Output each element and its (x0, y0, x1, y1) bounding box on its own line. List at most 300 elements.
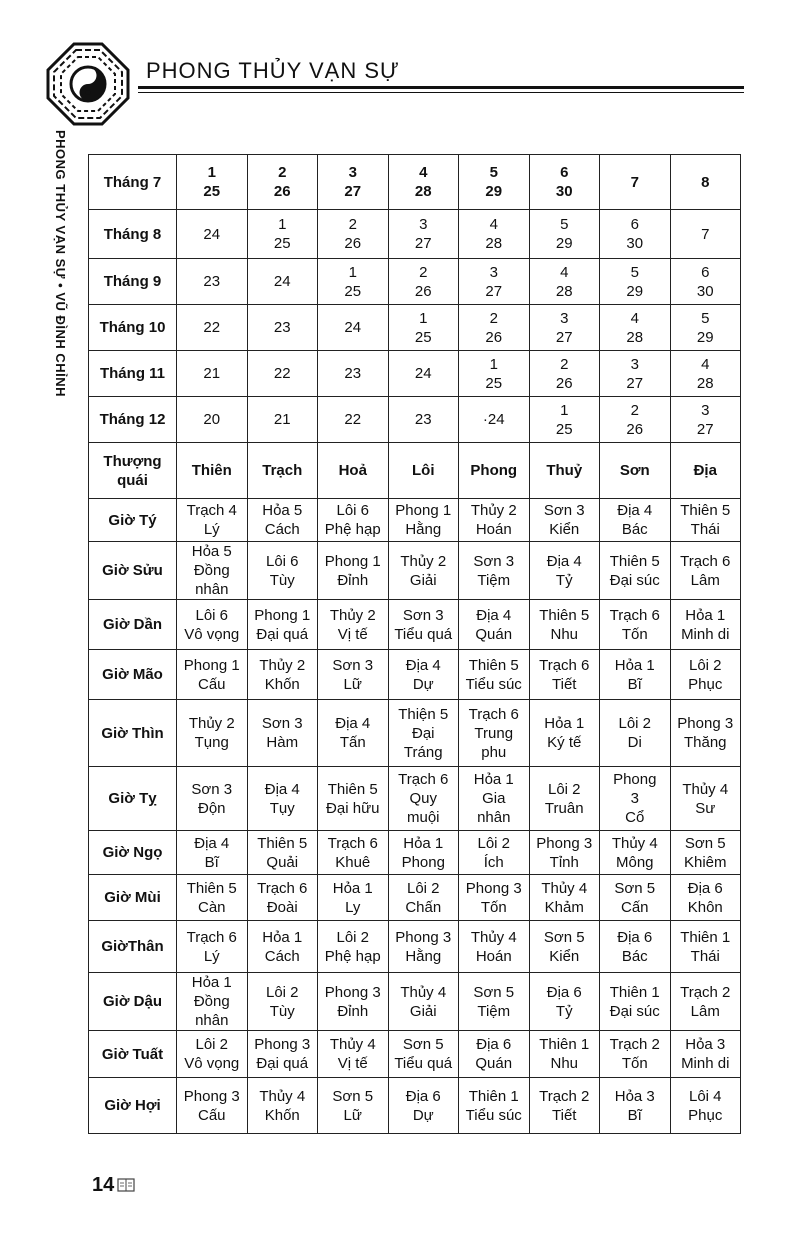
hexagram-cell (529, 875, 600, 921)
cell-line: Khiêm (683, 853, 727, 871)
hexagram-cell (388, 700, 459, 767)
trigram-header-cell: Hoả (318, 443, 389, 499)
hexagram-cell (600, 542, 671, 600)
day-cell (388, 351, 459, 397)
hexagram-cell (459, 767, 530, 831)
page-header-title: PHONG THỦY VẠN SỰ (146, 58, 400, 83)
cell-line: Khuê (335, 853, 371, 871)
cell-line: Lâm (690, 1002, 720, 1020)
cell-line: Thủy 4 (541, 879, 588, 897)
cell-line: nhân (477, 809, 511, 826)
table-row-hour (89, 542, 741, 600)
hexagram-cell (459, 700, 530, 767)
day-cell (529, 305, 600, 351)
cell-line: Truân (544, 799, 584, 817)
hexagram-cell (177, 921, 248, 973)
cell-line: Tỷ (555, 1002, 573, 1020)
day-cell (600, 210, 671, 259)
hexagram-cell (318, 921, 389, 973)
cell-line: Thiên 5 (680, 502, 731, 519)
hexagram-cell (529, 1078, 600, 1134)
cell-line: Tiểu quá (394, 625, 453, 643)
hexagram-cell (459, 875, 530, 921)
cell-line: Địa 4 (546, 552, 582, 570)
cell-line: 25 (414, 328, 432, 346)
hexagram-cell (177, 1078, 248, 1134)
trigram-header-cell: Lôi (388, 443, 459, 499)
day-cell (247, 259, 318, 305)
cell-line: Thiên 1 (609, 983, 660, 1001)
cell-line: 3 (701, 401, 710, 419)
cell-line: Hỏa 5 (262, 502, 303, 519)
cell-line: 1 (348, 263, 357, 281)
hexagram-cell (318, 767, 389, 831)
hexagram-cell (529, 1031, 600, 1078)
cell-line: Lâm (690, 571, 720, 589)
month-label: Tháng 11 (89, 351, 177, 397)
hexagram-cell (318, 973, 389, 1031)
cell-line: Hỏa 1 (473, 771, 514, 788)
table-row-hour (89, 650, 741, 700)
cell-line: Tụng (194, 734, 229, 751)
hexagram-cell (247, 499, 318, 542)
day-cell (459, 305, 530, 351)
cell-line: Quán (475, 625, 513, 643)
hexagram-cell (600, 650, 671, 700)
hexagram-cell (318, 700, 389, 767)
cell-line: Hỏa 1 (332, 879, 373, 897)
cell-line: Chấn (405, 898, 442, 916)
day-cell (529, 259, 600, 305)
day-cell (247, 305, 318, 351)
cell-line: 21 (203, 365, 221, 382)
table-row-thuong-quai (89, 443, 741, 499)
day-cell (247, 351, 318, 397)
hour-label: GiờThân (89, 921, 177, 973)
day-cell (600, 397, 671, 443)
cell-line: 29 (555, 235, 573, 252)
cell-line: Tùy (269, 571, 295, 589)
cell-line: Trạch 2 (539, 1087, 590, 1105)
hexagram-cell (529, 700, 600, 767)
cell-line: Tiệm (477, 571, 511, 589)
hexagram-cell (247, 875, 318, 921)
trigram-header-cell: Sơn (600, 443, 671, 499)
header-rule-thin (138, 92, 744, 93)
cell-line: Bác (621, 947, 648, 965)
hexagram-cell (177, 700, 248, 767)
day-cell (670, 210, 741, 259)
cell-line: Gia (482, 790, 506, 807)
hour-label: Giờ Hợi (89, 1078, 177, 1134)
hexagram-cell (600, 700, 671, 767)
cell-line: 23 (203, 273, 221, 290)
hexagram-cell (459, 650, 530, 700)
hexagram-cell (670, 767, 741, 831)
cell-line: 2 (560, 355, 569, 373)
cell-line: 7 (630, 173, 639, 191)
hexagram-cell (529, 499, 600, 542)
cell-line: Lữ (343, 1106, 362, 1124)
cell-line: Mông (615, 853, 654, 871)
cell-line: 2 (348, 216, 357, 233)
cell-line: Phong 1 (183, 656, 240, 674)
cell-line: muội (406, 809, 440, 826)
cell-line: 4 (489, 216, 498, 233)
cell-line: Sơn 3 (473, 552, 515, 570)
cell-line: Vị tế (337, 1055, 368, 1072)
cell-line: Hoán (475, 521, 512, 538)
cell-line: 4 (560, 263, 569, 281)
hexagram-cell (670, 875, 741, 921)
cell-line: 26 (344, 235, 362, 252)
hexagram-cell (529, 921, 600, 973)
cell-line: 3 (489, 263, 498, 281)
cell-line: 4 (630, 309, 639, 327)
hexagram-cell (670, 831, 741, 875)
cell-line: 27 (555, 328, 573, 346)
hexagram-table (88, 154, 741, 1134)
table-row-hour (89, 700, 741, 767)
hexagram-cell (177, 600, 248, 650)
cell-line: Khốn (264, 675, 300, 693)
cell-line: Đại súc (609, 1002, 660, 1020)
cell-line: 25 (273, 235, 291, 252)
day-cell (177, 351, 248, 397)
cell-line: Tốn (621, 1055, 648, 1072)
hexagram-cell (318, 831, 389, 875)
hexagram-cell (388, 973, 459, 1031)
cell-line: 29 (696, 328, 714, 346)
cell-line: 25 (344, 282, 362, 300)
trigram-header-cell: Thuỷ (529, 443, 600, 499)
cell-line: Dự (412, 675, 434, 693)
hexagram-cell (529, 542, 600, 600)
hexagram-cell (600, 499, 671, 542)
cell-line: Thiên 1 (468, 1087, 519, 1105)
cell-line: Thủy 2 (400, 552, 447, 570)
cell-line: Đại quá (256, 625, 309, 643)
cell-line: Lôi 6 (265, 552, 299, 570)
cell-line: Hoán (475, 947, 512, 965)
month-label: Tháng 9 (89, 259, 177, 305)
table-row-hour (89, 831, 741, 875)
hexagram-cell (600, 1031, 671, 1078)
hexagram-cell (247, 831, 318, 875)
hexagram-cell (600, 973, 671, 1031)
cell-line: Sơn 3 (191, 780, 233, 798)
cell-line: Lôi 2 (406, 879, 440, 897)
hexagram-cell (600, 921, 671, 973)
day-cell (529, 155, 600, 210)
cell-line: 27 (414, 235, 432, 252)
day-cell (177, 155, 248, 210)
cell-line: Địa 6 (687, 879, 723, 897)
cell-line: Lôi 6 (195, 606, 229, 624)
cell-line: Tiểu quá (394, 1055, 453, 1072)
cell-line: Cấu (197, 1106, 226, 1124)
cell-line: Địa 6 (476, 1036, 512, 1053)
cell-line: 1 (489, 355, 498, 373)
cell-line: Khảm (544, 898, 584, 916)
hexagram-cell (459, 921, 530, 973)
cell-line: Lôi 6 (336, 502, 370, 519)
day-cell (388, 210, 459, 259)
cell-line: Ích (483, 853, 504, 871)
table-row-month (89, 397, 741, 443)
cell-line: Thủy 2 (188, 715, 235, 732)
hexagram-cell (388, 650, 459, 700)
hexagram-cell (670, 542, 741, 600)
day-cell (600, 259, 671, 305)
cell-line: 30 (696, 282, 714, 300)
day-cell (459, 155, 530, 210)
hexagram-cell (388, 499, 459, 542)
table-row-month (89, 210, 741, 259)
cell-line: Đồng (193, 993, 230, 1010)
cell-line: Hỏa 1 (685, 606, 726, 624)
cell-line: Cấn (620, 898, 649, 916)
cell-line: Phong 3 (183, 1087, 240, 1105)
hexagram-cell (247, 600, 318, 650)
hexagram-cell (459, 831, 530, 875)
cell-line: Trạch 6 (257, 879, 308, 897)
cell-line: Giải (409, 1002, 437, 1020)
cell-line: Hỏa 1 (262, 928, 303, 946)
cell-line: ·24 (482, 411, 505, 428)
hexagram-cell (459, 600, 530, 650)
cell-line: Thiên 5 (609, 552, 660, 570)
cell-line: Trạch 6 (186, 928, 237, 946)
cell-line: Càn (197, 898, 226, 916)
hexagram-cell (318, 1031, 389, 1078)
hexagram-cell (247, 1078, 318, 1134)
month-label: Tháng 10 (89, 305, 177, 351)
cell-line: 22 (203, 319, 221, 336)
cell-line: 8 (701, 173, 710, 191)
hour-label: Giờ Tuất (89, 1031, 177, 1078)
hexagram-cell (459, 542, 530, 600)
day-cell (529, 351, 600, 397)
hexagram-cell (177, 831, 248, 875)
cell-line: 29 (626, 282, 644, 300)
cell-line: Khôn (687, 898, 723, 916)
cell-line: Thăng (683, 734, 727, 751)
cell-line: Trạch 6 (680, 552, 731, 570)
day-cell (670, 305, 741, 351)
cell-line: Sơn 5 (473, 983, 515, 1001)
book-icon (116, 1176, 136, 1194)
cell-line: Sơn 5 (543, 928, 585, 946)
cell-line: 24 (203, 225, 221, 243)
cell-line: Địa 6 (617, 928, 653, 946)
hexagram-cell (670, 650, 741, 700)
cell-line: 21 (273, 411, 291, 428)
hexagram-cell (388, 767, 459, 831)
hour-label: Giờ Dậu (89, 973, 177, 1031)
cell-line: Tiểu súc (465, 675, 522, 693)
bagua-logo-icon (44, 40, 132, 128)
cell-line: Kiển (549, 521, 580, 538)
hexagram-cell (177, 1031, 248, 1078)
cell-line: 2 (489, 309, 498, 327)
cell-line: 26 (626, 420, 644, 438)
day-cell (177, 305, 248, 351)
cell-line: 27 (696, 420, 714, 438)
cell-line: Đoài (266, 898, 298, 916)
cell-line: Sơn 3 (543, 502, 585, 519)
cell-line: Địa 4 (476, 606, 512, 624)
cell-line: Bác (621, 521, 648, 538)
hexagram-cell (670, 600, 741, 650)
cell-line: 22 (273, 365, 291, 382)
cell-line: 1 (419, 309, 428, 327)
day-cell (600, 155, 671, 210)
cell-line: 23 (414, 411, 432, 428)
cell-line: Địa 4 (405, 656, 441, 674)
cell-line: Bĩ (627, 1106, 642, 1124)
hexagram-cell (388, 1031, 459, 1078)
cell-line: Phong 1 (395, 502, 452, 519)
day-cell (388, 155, 459, 210)
cell-line: Tráng (403, 743, 443, 761)
cell-line: Hằng (405, 521, 442, 538)
cell-line: Thủy 4 (470, 928, 517, 946)
cell-line: Lôi 2 (265, 983, 299, 1001)
cell-line: Phong 3 (254, 1036, 311, 1053)
table-row-month (89, 351, 741, 397)
cell-line: Phong 3 (536, 834, 593, 852)
cell-line: Lý (203, 947, 220, 965)
day-cell (459, 397, 530, 443)
cell-line: Đỉnh (337, 1002, 369, 1020)
hexagram-cell (247, 921, 318, 973)
hexagram-cell (177, 499, 248, 542)
cell-line: Đại (411, 724, 435, 742)
cell-line: 4 (419, 164, 428, 181)
cell-line: Địa 4 (617, 502, 653, 519)
cell-line: Sơn 5 (614, 879, 656, 897)
hexagram-cell (670, 700, 741, 767)
cell-line: Hàm (266, 734, 299, 751)
header-rule (138, 86, 744, 89)
day-cell (177, 259, 248, 305)
cell-line: Trạch 6 (327, 834, 378, 852)
cell-line: 26 (414, 282, 432, 300)
cell-line: Thủy 2 (329, 606, 376, 624)
cell-line: Thiên 5 (539, 606, 590, 624)
cell-line: Cách (264, 521, 300, 538)
cell-line: 23 (344, 365, 362, 382)
table-row-hour (89, 499, 741, 542)
day-cell (670, 397, 741, 443)
cell-line: Thiên 5 (186, 879, 237, 897)
cell-line: Nhu (550, 625, 579, 643)
hexagram-cell (459, 973, 530, 1031)
cell-line: Hỏa 1 (544, 715, 585, 732)
cell-line: 3 (630, 355, 639, 373)
cell-line: nhân (195, 581, 229, 598)
cell-line: Lữ (343, 675, 362, 693)
table-row-month (89, 305, 741, 351)
cell-line: Sơn 5 (402, 1036, 444, 1053)
hour-label: Giờ Mão (89, 650, 177, 700)
cell-line: Địa 4 (264, 780, 300, 798)
cell-line: Phong (613, 771, 657, 788)
cell-line: Độn (197, 799, 226, 817)
table-row-hour (89, 1031, 741, 1078)
cell-line: Trạch 6 (609, 606, 660, 624)
cell-line: Sơn 3 (402, 606, 444, 624)
hexagram-cell (177, 767, 248, 831)
cell-line: 28 (414, 183, 432, 200)
hour-label: Giờ Mùi (89, 875, 177, 921)
cell-line: Bĩ (627, 675, 642, 693)
cell-line: 5 (489, 164, 498, 181)
cell-line: Thiên 1 (680, 928, 731, 946)
day-cell (318, 155, 389, 210)
table-row-hour (89, 921, 741, 973)
cell-line: Vô vọng (184, 1055, 240, 1072)
day-cell (177, 397, 248, 443)
table-body (89, 155, 741, 1134)
cell-line: 3 (348, 164, 357, 181)
cell-line: Sơn 5 (684, 834, 726, 852)
hexagram-cell (388, 1078, 459, 1134)
hexagram-cell (318, 600, 389, 650)
cell-line: 2 (278, 164, 287, 181)
cell-line: Thiên 1 (539, 1036, 590, 1053)
cell-line: Hỏa 1 (191, 974, 232, 991)
hexagram-cell (670, 1031, 741, 1078)
cell-line: Bĩ (204, 853, 219, 871)
cell-line: 30 (555, 183, 573, 200)
cell-line: Trạch 6 (398, 771, 449, 788)
cell-line: Hỏa 3 (685, 1036, 726, 1053)
hexagram-cell (247, 1031, 318, 1078)
cell-line: 5 (701, 309, 710, 327)
day-cell (318, 210, 389, 259)
cell-line: Địa 6 (546, 983, 582, 1001)
cell-line: Tiết (552, 675, 577, 693)
day-cell (388, 397, 459, 443)
hexagram-cell (177, 542, 248, 600)
cell-line: Tiết (552, 1106, 577, 1124)
cell-line: 27 (485, 282, 503, 300)
hexagram-cell (318, 542, 389, 600)
hour-label: Giờ Tỵ (89, 767, 177, 831)
hexagram-cell (388, 600, 459, 650)
cell-line: 1 (560, 401, 569, 419)
cell-line: Lôi 4 (688, 1087, 722, 1105)
cell-line: 25 (203, 183, 221, 200)
cell-line: Cổ (625, 809, 645, 826)
cell-line: phu (481, 743, 507, 761)
cell-line: Phong 1 (324, 552, 381, 570)
day-cell (600, 351, 671, 397)
hexagram-cell (529, 831, 600, 875)
hexagram-cell (600, 875, 671, 921)
day-cell (670, 351, 741, 397)
day-cell (318, 259, 389, 305)
month-label: Tháng 7 (89, 155, 177, 210)
cell-line: 22 (344, 411, 362, 428)
cell-line: Tấn (339, 734, 366, 751)
cell-line: Hỏa 1 (614, 656, 655, 674)
cell-line: Giải (409, 571, 437, 589)
cell-line: 24 (344, 319, 362, 336)
hexagram-cell (318, 1078, 389, 1134)
